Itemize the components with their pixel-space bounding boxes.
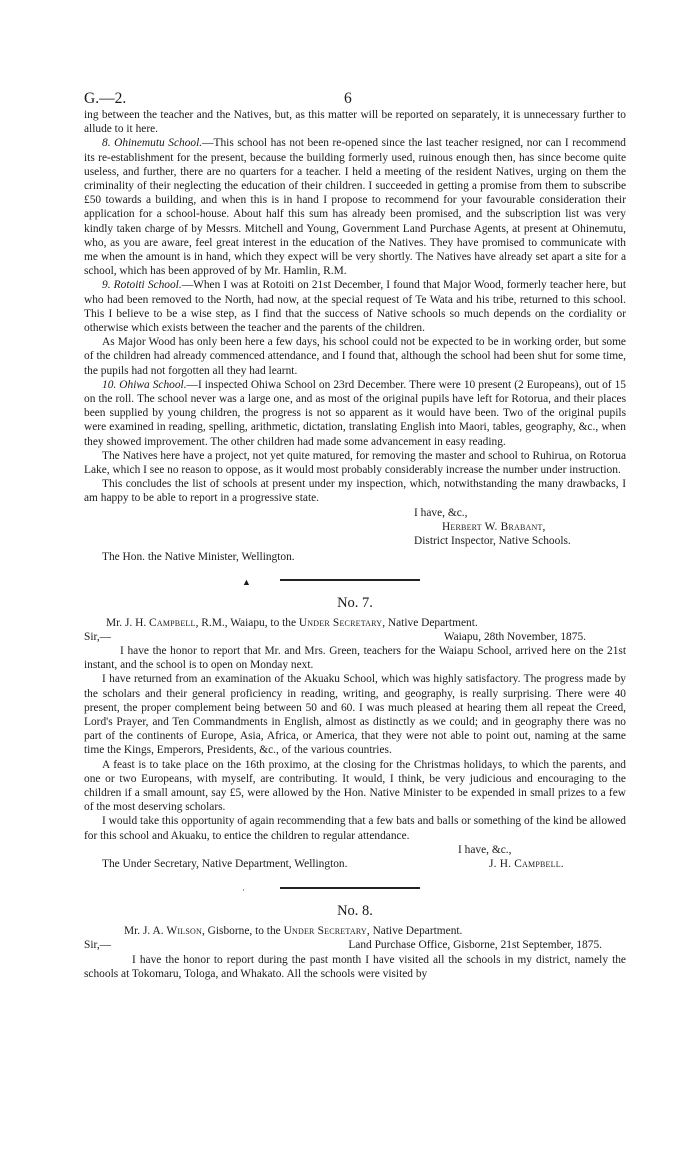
paragraph-ohiwa-school	[84, 378, 626, 449]
section-divider	[242, 885, 420, 896]
page-number: 6	[344, 90, 352, 107]
to-department: , Native Department.	[382, 616, 478, 629]
paragraph-akuaku-school: I have returned from an examination of the Akuaku School, which was highly satisfactory. The progress made by the scholars and their general proficiency in reading, writing, and geography, is really surprising. There were 40 present, the proper complement being between 50 and 60. I was much pleased at hearing them all repeat the Creed, Lord's Prayer, and Ten Commandments in English, almost as distinctly as we could; and in geography there was no part of the continents of Europe, Asia, Africa, or America, that they were not able to point out, naming at the same time the Kings, Emperors, Presidents, &c., of the various countries.	[84, 673, 626, 757]
paragraph-major-wood: As Major Wood has only been here a few days, his school could not be expected to be in working order, but some of the children had already commenced attendance, and I found that, although the school had been shut for some time, the pupils had not forgotten all they had learnt.	[84, 336, 626, 377]
place-date: Land Purchase Office, Gisborne, 21st September, 1875.	[348, 939, 602, 952]
closing-phrase: I have, &c.,	[458, 843, 512, 856]
signature-block	[414, 506, 626, 549]
section-title: 8. Ohinemutu School.	[102, 137, 203, 150]
paragraph-feast: A feast is to take place on the 16th proximo, at the closing for the Christmas holidays, to which the parents, and one or two Europeans, with myself, are contributing. It would, I think, be very judicious and encouraging to the children if a small amount, say £5, were allowed by the Hon. Native Minister to be expended in small prizes to a few of the most deserving scholars.	[84, 758, 626, 814]
letter-number-8: No. 8.	[337, 903, 373, 920]
paragraph-rotoiti-school	[84, 278, 626, 335]
from-prefix: Mr. J. H.	[106, 616, 150, 629]
addressee-signer-row	[84, 857, 626, 871]
paragraph-text: —When I was at Rotoiti on 21st December, I found that Major Wood, formerly teacher here, but who had been removed to the North, had now, at the special request of Te Wata and his tribe, returned to this school. This I believe to be a wise step, as I find that the success of Native schools so much depends on the cordiality or otherwise which exists between the teacher and the parents of the children.	[84, 279, 626, 335]
from-name: Campbell	[149, 616, 196, 629]
paragraph-teachers-arrived: I have the honor to report that Mr. and Mrs. Green, teachers for the Waiapu School, arrived here on the 21st instant, and the school is to open on Monday next.	[84, 644, 626, 672]
from-name: Wilson	[166, 925, 202, 938]
paragraph-continued: ing between the teacher and the Natives, but, as this matter will be reported on separately, it is unnecessary further to allude to it here.	[84, 109, 626, 136]
from-middle: , Gisborne, to the	[201, 925, 284, 938]
addressee: The Under Secretary, Native Department, Wellington.	[102, 857, 348, 870]
paragraph-text: —This school has not been re-opened since the last teacher resigned, nor can I recommend its re-establishment for the present, because the building formerly used, ruinous enough then, has since become quite useless, and further, there are no quarters for a teacher. I held a meeting of the resident Natives, urging on them the criminality of their neglecting the education of their children. I succeeded in getting a promise from them to subscribe £50 towards a building, and when this is in hand I propose to recommend for your favourable consideration their application for a school-house. About half this sum has already been promised, and the subscription list was very kindly taken charge of by Messrs. Mitchell and Young, Government Land Purchase Agents, at present at Ohinemutu, who, as you are aware, feel great interest in the education of the Natives. They have promised to communicate with me when the amount is in hand, which they expect will be very shortly. The Natives have already set apart a site for a school, which has been approved of by Mr. Hamlin, R.M.	[84, 137, 626, 278]
letter-from-line	[106, 616, 626, 630]
place-date: Waiapu, 28th November, 1875.	[443, 630, 586, 643]
letter-number-7: No. 7.	[337, 594, 373, 611]
salutation: Sir,—	[84, 939, 112, 952]
paragraph-bats-balls: I would take this opportunity of again recommending that a few bats and balls or something of the kind be allowed for this school and Akuaku, to entice the children to regular attendance.	[84, 815, 626, 842]
paragraph-conclusion: This concludes the list of schools at present under my inspection, which, notwithstanding the many drawbacks, I am happy to be able to report in a progressive state.	[84, 478, 626, 505]
letter-from-line	[124, 924, 626, 938]
document-page	[84, 78, 626, 981]
section-divider	[242, 576, 420, 587]
signer-title: District Inspector, Native Schools.	[414, 535, 571, 548]
ink-mark: ▲	[242, 576, 251, 587]
salutation-row	[84, 938, 626, 952]
signer-name: Herbert W. Brabant,	[442, 520, 546, 533]
salutation: Sir,—	[84, 630, 112, 643]
paragraph-natives-project: The Natives here have a project, not yet quite matured, for removing the master and school to Ruhirua, on Rotorua Lake, which I see no reason to oppose, as it would most probably considerably increase the number under instruction.	[84, 449, 626, 477]
salutation-row	[84, 630, 626, 644]
to-title: Under Secretary	[283, 925, 367, 938]
closing-phrase: I have, &c.,	[414, 506, 468, 519]
ink-mark: ·	[242, 885, 245, 896]
closing-row	[84, 843, 626, 857]
signer-name: J. H. Campbell.	[489, 857, 564, 870]
section-title: 10. Ohiwa School.	[102, 378, 187, 391]
addressee: The Hon. the Native Minister, Wellington.	[102, 551, 295, 564]
paragraph-schools-visited: I have the honor to report during the past month I have visited all the schools in my district, namely the schools at Tokomaru, Tologa, and Whakato. All the schools were visited by	[84, 953, 626, 980]
to-title: Under Secretary	[298, 616, 383, 629]
paragraph-text: —I inspected Ohiwa School on 23rd December. There were 10 present (2 Europeans), out of 15 on the roll. The school never was a large one, and as most of the original pupils have left for Rotorua, and their places been supplied by young children, the progress is not so apparent as it would have been. Two of the original pupils were examined in reading, spelling, arithmetic, dictation, translating English into Maori, tables, geography, &c., when they showed improvement. The other children had made some advancement in easy reading.	[84, 378, 626, 448]
from-middle: , R.M., Waiapu, to the	[195, 616, 299, 629]
from-prefix: Mr. J. A.	[124, 925, 167, 938]
page-header	[84, 78, 626, 108]
section-title: 9. Rotoiti School.	[102, 279, 182, 292]
sessional-paper-code: G.—2.	[84, 90, 127, 107]
paragraph-ohinemutu-school	[84, 136, 626, 278]
to-department: , Native Department.	[366, 925, 463, 938]
